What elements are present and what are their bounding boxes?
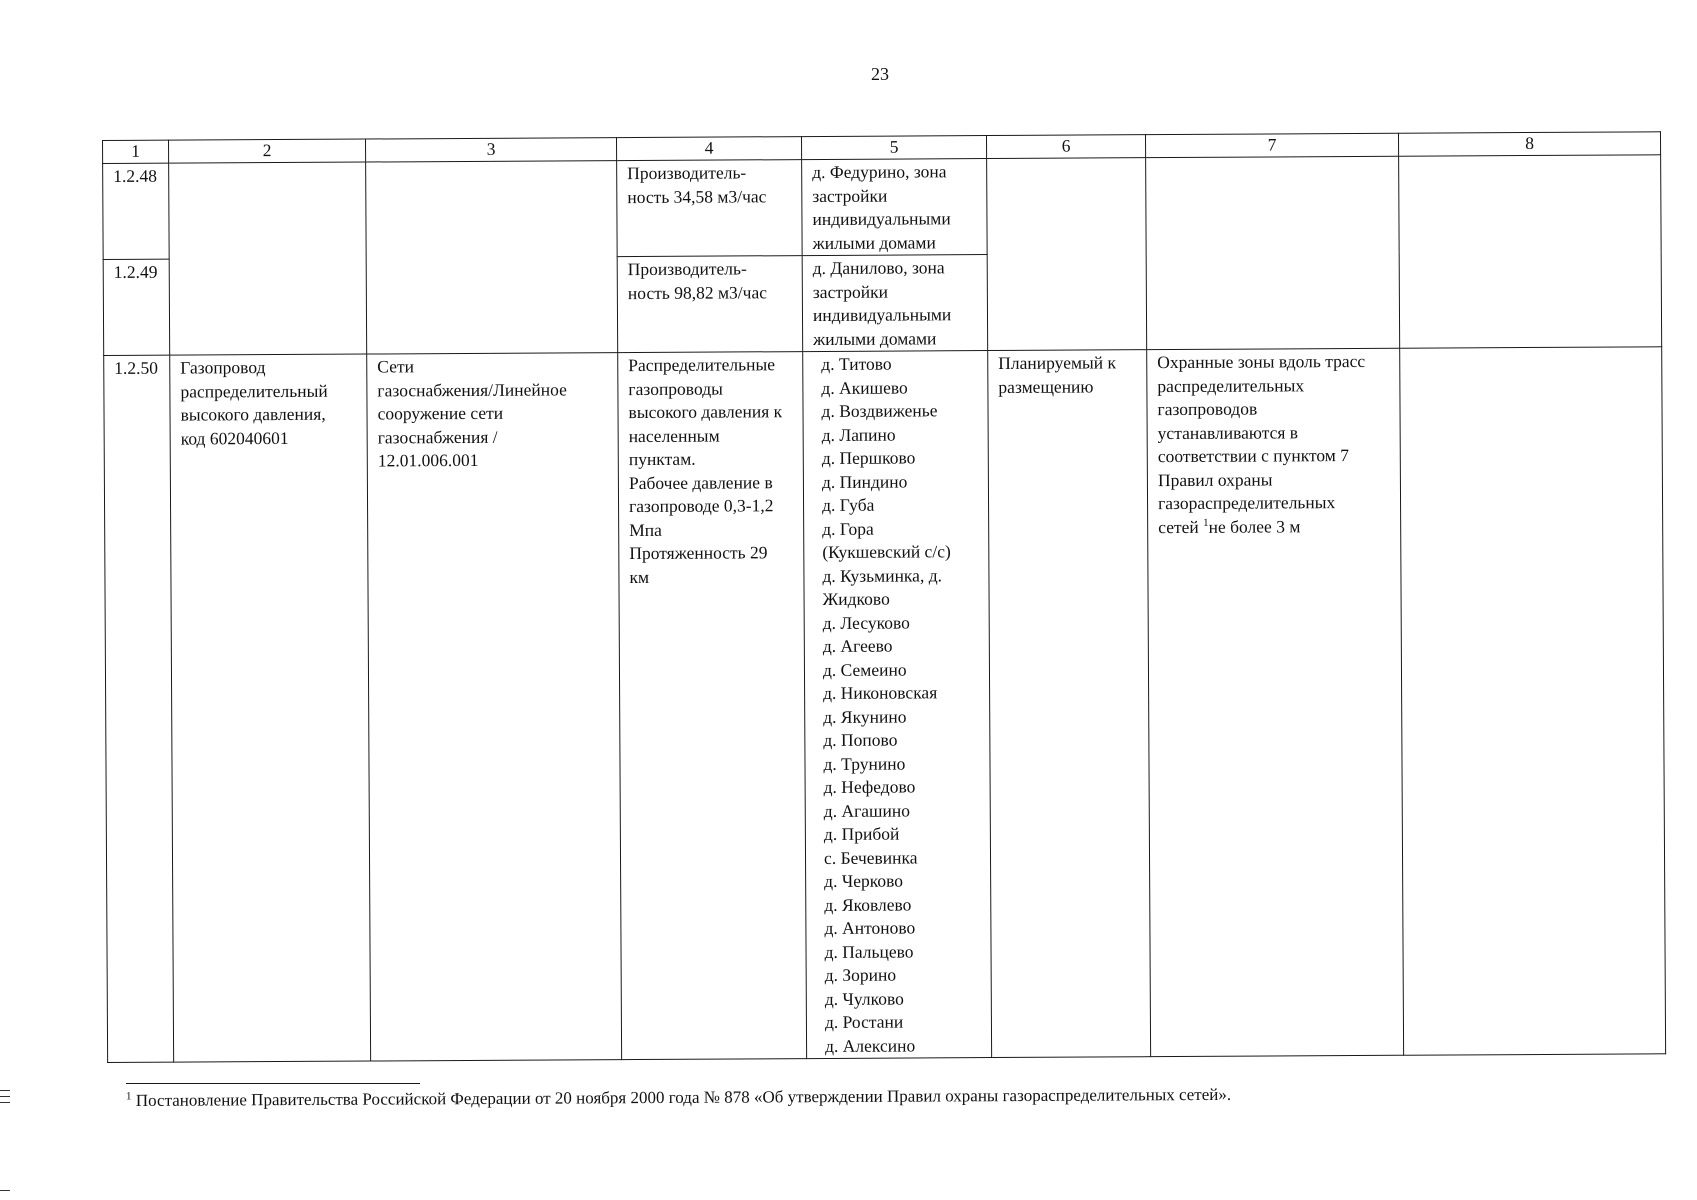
location-item: д. Титово xyxy=(821,353,892,374)
location-item: д. Алексино xyxy=(825,1034,916,1056)
text-line: устанавливаются в xyxy=(1157,421,1299,443)
text-line: код 602040601 xyxy=(180,427,289,449)
table-container xyxy=(102,131,1665,1063)
objects-table xyxy=(102,131,1666,1063)
text-line: д. Федурино, зона xyxy=(812,161,947,183)
header-cell: 6 xyxy=(986,135,1145,159)
text-line: Производитель- xyxy=(627,162,747,184)
location-item: (Кукшевский с/с) xyxy=(822,541,951,562)
text-fragment: не более 3 м xyxy=(1208,515,1301,537)
text-line: 12.01.006.001 xyxy=(377,449,479,471)
object-name-cell xyxy=(170,354,371,1062)
location-item: д. Першково xyxy=(821,447,916,468)
location-item: д. Лесуково xyxy=(822,611,910,633)
text-line: д. Данилово, зона xyxy=(812,257,945,279)
text-line: индивидуальными xyxy=(812,208,951,230)
row-number: 1.2.50 xyxy=(104,355,174,1062)
text-line xyxy=(1158,514,1390,539)
footnote-text: Постановление Правительства Российской Федерации от 20 ноября 2000 года № 878 «Об утверждении Правил охраны газораспределительных сетей». xyxy=(131,1084,1232,1110)
location-item: д. Агашино xyxy=(823,799,911,821)
footnote-marker: 1 xyxy=(125,1090,132,1103)
table-cell xyxy=(1146,156,1400,349)
location-item: д. Пиндино xyxy=(821,471,908,492)
location-item: д. Агеево xyxy=(822,635,893,656)
location-item: д. Пальцево xyxy=(824,940,914,962)
text-line: газопроводе 0,3-1,2 xyxy=(628,495,774,517)
text-line: Производитель- xyxy=(627,258,747,280)
header-cell: 3 xyxy=(365,138,616,162)
text-line: распределительный xyxy=(180,380,328,402)
text-line: застройки xyxy=(812,185,888,206)
margin-mark xyxy=(0,1096,10,1097)
location-item: д. Трунино xyxy=(823,753,906,774)
zones-cell xyxy=(1147,348,1404,1056)
text-line: пунктам. xyxy=(628,448,696,470)
text-line: жилыми домами xyxy=(812,231,936,253)
text-line: распределительных xyxy=(1157,374,1305,396)
text-line: соответствии с пунктом 7 xyxy=(1157,445,1350,467)
footnote-divider xyxy=(126,1083,420,1084)
margin-mark xyxy=(0,1090,10,1091)
location-item: с. Бечевинка xyxy=(823,846,918,868)
text-line: газоснабжения/Линейное xyxy=(377,378,567,400)
table-row xyxy=(104,347,1666,1063)
text-line: индивидуальными xyxy=(812,304,952,326)
page-number: 23 xyxy=(871,64,889,84)
text-line: Протяженность 29 xyxy=(629,542,768,564)
location-item: д. Яковлево xyxy=(824,893,912,915)
text-line: застройки xyxy=(812,281,888,302)
location-item: д. Антоново xyxy=(824,917,916,938)
table-row xyxy=(103,155,1662,260)
text-line: размещению xyxy=(998,375,1094,397)
location-item: д. Прибой xyxy=(823,823,900,844)
capacity-cell xyxy=(617,256,803,353)
header-cell: 4 xyxy=(616,137,801,161)
text-line: Распределительные xyxy=(628,354,776,376)
location-item: д. Нефедово xyxy=(823,776,916,797)
text-line: Газопровод xyxy=(180,357,266,378)
text-line: ность 98,82 м3/час xyxy=(627,281,768,303)
text-line: Правил охраны xyxy=(1157,468,1273,490)
location-item: д. Акишево xyxy=(821,377,908,398)
location-item: д. Губа xyxy=(821,494,875,515)
object-type-cell xyxy=(367,353,622,1061)
characteristics-cell xyxy=(618,352,807,1060)
text-line: газопроводов xyxy=(1157,398,1258,420)
status-cell xyxy=(988,350,1151,1058)
capacity-cell xyxy=(617,160,803,257)
text-line: ность 34,58 м3/час xyxy=(627,185,767,207)
table-cell xyxy=(1399,155,1662,348)
location-item: д. Семеино xyxy=(822,659,907,680)
location-item: д. Кузьминка, д. xyxy=(822,564,942,586)
location-cell xyxy=(802,159,988,256)
footnote-ref: 1 xyxy=(1203,516,1209,529)
footnote xyxy=(126,1085,1231,1111)
text-line: Рабочее давление в xyxy=(628,471,773,493)
table-cell xyxy=(169,162,367,355)
location-item: Жидково xyxy=(822,588,890,609)
text-line: газоснабжения / xyxy=(377,426,498,447)
row-number: 1.2.49 xyxy=(103,259,170,355)
location-item: д. Воздвиженье xyxy=(821,400,938,421)
header-cell: 8 xyxy=(1398,132,1660,156)
header-cell: 7 xyxy=(1145,133,1398,157)
location-item: д. Гора xyxy=(822,518,874,539)
table-cell xyxy=(1400,347,1666,1055)
margin-mark xyxy=(0,1102,10,1103)
margin-mark xyxy=(0,1190,10,1191)
text-line: высокого давления к xyxy=(628,401,783,423)
table-cell xyxy=(366,161,618,354)
text-line: Охранные зоны вдоль трасс xyxy=(1157,350,1366,373)
text-line: газораспределительных xyxy=(1157,492,1336,514)
location-item: д. Попово xyxy=(823,729,898,750)
text-line: сооружение сети xyxy=(377,402,504,424)
location-item: д. Ростани xyxy=(824,1011,904,1032)
location-cell xyxy=(802,255,988,352)
header-cell: 2 xyxy=(169,139,366,163)
location-item: д. Чулково xyxy=(824,988,904,1009)
text-line: Планируемый к xyxy=(998,352,1117,373)
table-cell xyxy=(987,158,1147,351)
text-line: населенным xyxy=(628,425,720,446)
row-number: 1.2.48 xyxy=(103,163,170,259)
location-item: д. Никоновская xyxy=(823,682,938,703)
location-item: д. Черково xyxy=(824,870,904,891)
text-line: Сети xyxy=(377,356,414,377)
locations-cell xyxy=(803,351,992,1059)
location-item: д. Лапино xyxy=(821,424,896,445)
header-cell: 5 xyxy=(801,136,986,160)
location-item: д. Якунино xyxy=(823,706,907,727)
text-line: жилыми домами xyxy=(813,327,937,349)
location-item: д. Зорино xyxy=(824,964,897,985)
text-line: газопроводы xyxy=(628,378,723,399)
text-line: км xyxy=(629,566,650,587)
text-line: Мпа xyxy=(629,519,662,540)
text-line: высокого давления, xyxy=(180,403,326,425)
header-cell: 1 xyxy=(103,140,169,163)
text-fragment: сетей xyxy=(1158,516,1204,537)
